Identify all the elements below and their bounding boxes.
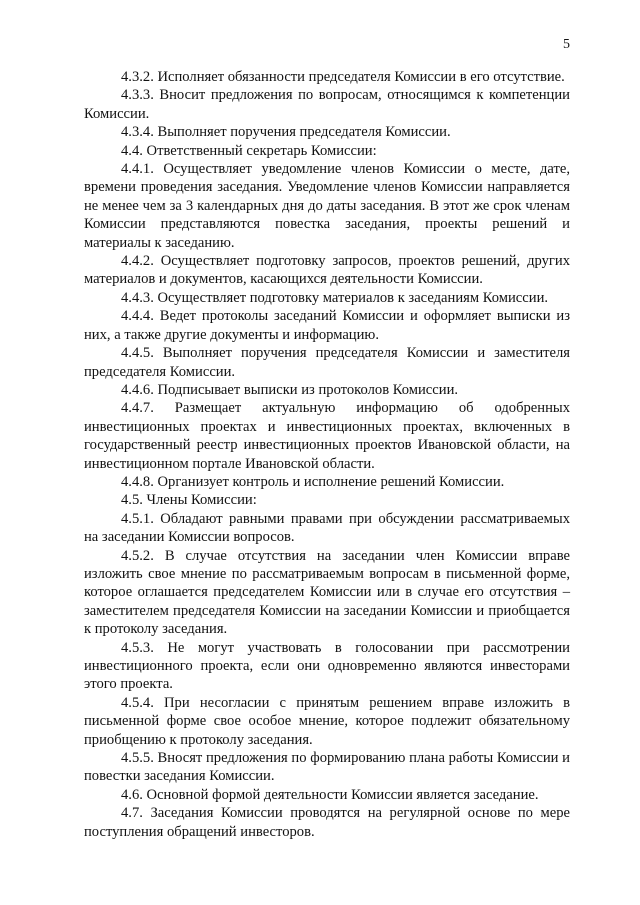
paragraph-4-3-2: 4.3.2. Исполняет обязанности председателя Комиссии в его отсутствие. — [121, 69, 565, 85]
document-body — [84, 68, 570, 841]
paragraph-4-4-4: 4.4.4. Ведет протоколы заседаний Комиссии и оформляет выписки из них, а также другие документы и информацию. — [84, 308, 570, 343]
paragraph-4-4-8: 4.4.8. Организует контроль и исполнение решений Комиссии. — [121, 473, 505, 490]
section-heading-4-4: 4.4. Ответственный секретарь Комиссии: — [121, 142, 377, 159]
paragraph-4-4-1: 4.4.1. Осуществляет уведомление членов Комиссии о месте, дате, времени проведения заседания. Уведомление членов Комиссии направляется не менее чем за 3 календарных дня до даты заседания. В этот же срок членам Комиссии представляются повестка заседания, проекты решений и материалы к заседанию. — [84, 161, 570, 251]
paragraph-4-7: 4.7. Заседания Комиссии проводятся на регулярной основе по мере поступления обращений инвесторов. — [84, 805, 570, 840]
paragraph-4-4-5: 4.4.5. Выполняет поручения председателя Комиссии и заместителя председателя Комиссии. — [84, 345, 570, 380]
paragraph-4-5-3: 4.5.3. Не могут участвовать в голосовании при рассмотрении инвестиционного проекта, если они одновременно являются инвесторами этого проекта. — [84, 639, 570, 693]
paragraph-4-4-2: 4.4.2. Осуществляет подготовку запросов, проектов решений, других материалов и документов, касающихся деятельности Комиссии. — [84, 253, 570, 288]
page-number: 5 — [563, 37, 570, 52]
paragraph-4-5-5: 4.5.5. Вносят предложения по формированию плана работы Комиссии и повестки заседания Комиссии. — [84, 750, 570, 785]
paragraph-4-3-3: 4.3.3. Вносит предложения по вопросам, относящимся к компетенции Комиссии. — [84, 87, 570, 122]
section-heading-4-5: 4.5. Члены Комиссии: — [121, 492, 257, 509]
paragraph-4-6: 4.6. Основной формой деятельности Комиссии является заседание. — [121, 786, 539, 803]
paragraph-4-4-3: 4.4.3. Осуществляет подготовку материалов к заседаниям Комиссии. — [121, 289, 549, 306]
paragraph-4-4-6: 4.4.6. Подписывает выписки из протоколов Комиссии. — [121, 381, 459, 398]
paragraph-4-5-1: 4.5.1. Обладают равными правами при обсуждении рассматриваемых на заседании Комиссии вопросов. — [84, 510, 570, 546]
paragraph-4-4-7: 4.4.7. Размещает актуальную информацию об одобренных инвестиционных проектах и инвестиционных проектах, включенных в государственный реестр инвестиционных проектов Ивановской области, на инвестиционном портале Ивановской области. — [84, 400, 570, 472]
paragraph-4-3-4: 4.3.4. Выполняет поручения председателя Комиссии. — [121, 124, 451, 141]
paragraph-4-5-4: 4.5.4. При несогласии с принятым решением вправе изложить в письменной форме свое особое мнение, которое подлежит обязательному приобщению к протоколу заседания. — [84, 694, 570, 748]
paragraph-4-5-2: 4.5.2. В случае отсутствия на заседании член Комиссии вправе изложить свое мнение по рассматриваемым вопросам в письменной форме, которое оглашается председателем Комиссии или в случае его отсутствия – заместителем председателя Комиссии на заседании Комиссии и приобщается к протоколу заседания. — [84, 547, 570, 638]
